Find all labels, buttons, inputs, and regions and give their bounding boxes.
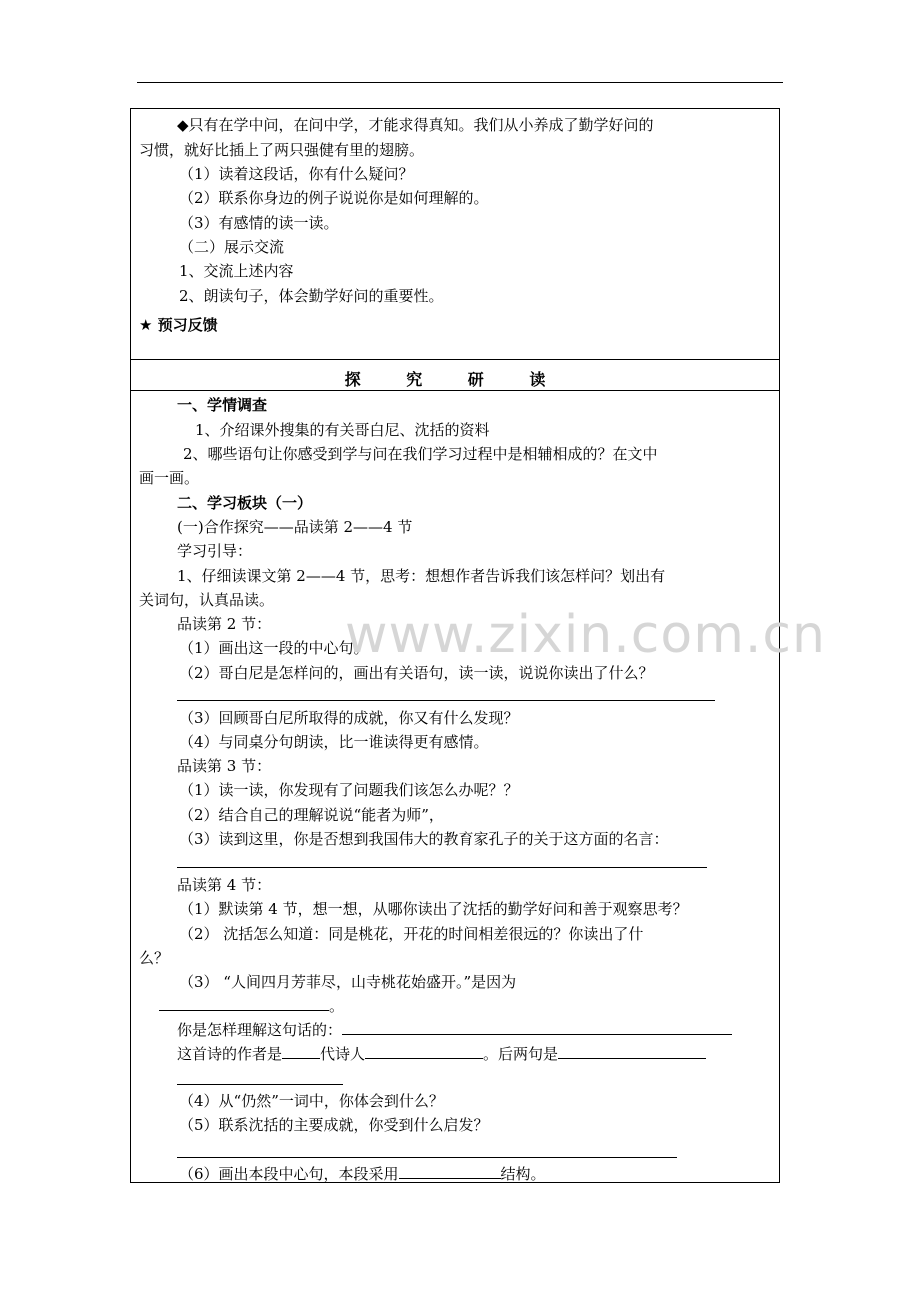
- section-2-question-4: （4）与同桌分句朗读，比一谁读得更有感情。: [179, 733, 489, 751]
- survey-title: 一、学情调查: [177, 396, 268, 414]
- answer-line[interactable]: [177, 1084, 343, 1085]
- question-3: （3）有感情的读一读。: [179, 214, 339, 232]
- answer-line[interactable]: [177, 867, 707, 868]
- intro-paragraph-line-2: 习惯，就好比插上了两只强健有里的翅膀。: [139, 141, 425, 159]
- section-3-question-2: （2）结合自己的理解说说“能者为师”，: [179, 806, 444, 824]
- guide-item-1-line-2: 关词句，认真品读。: [139, 591, 275, 609]
- latter-lines-prompt: 。后两句是: [483, 1045, 559, 1063]
- section-4-question-5: （5）联系沈括的主要成就，你受到什么启发？: [179, 1116, 489, 1134]
- learning-block-title: 二、学习板块（一）: [177, 494, 313, 512]
- fill-blank[interactable]: [282, 1044, 320, 1059]
- section-heading: 探 究 研 读: [344, 370, 566, 389]
- question-2: （2）联系你身边的例子说说你是如何理解的。: [179, 189, 489, 207]
- section-4-question-2-line-2: 么？: [139, 949, 170, 967]
- exchange-item-2: 2、朗读句子，体会勤学好问的重要性。: [179, 287, 444, 305]
- section-4-question-4: （4）从“仍然”一词中，你体会到什么？: [179, 1092, 444, 1110]
- section-2-question-3: （3）回顾哥白尼所取得的成就，你又有什么发现？: [179, 709, 519, 727]
- question-6-suffix: 结构。: [500, 1165, 546, 1183]
- section-4-question-3-line-1: （3） “人间四月芳菲尽，山寺桃花始盛开。”是因为: [179, 973, 517, 991]
- header-rule: [137, 82, 783, 83]
- section-4-question-6: [179, 1164, 546, 1184]
- poem-author-line: [177, 1044, 706, 1064]
- row-divider-1: [131, 359, 779, 360]
- intro-paragraph-line-1: ◆只有在学中问，在问中学，才能求得真知。我们从小养成了勤学好问的: [177, 116, 654, 134]
- exchange-heading: （二）展示交流: [179, 238, 285, 256]
- understanding-prompt: 你是怎样理解这句话的：: [177, 1021, 343, 1039]
- exchange-item-1: 1、交流上述内容: [179, 262, 294, 280]
- fill-blank[interactable]: [342, 1020, 732, 1035]
- question-1: （1）读着这段话，你有什么疑问？: [179, 165, 414, 183]
- section-3-question-3: （3）读到这里，你是否想到我国伟大的教育家孔子的关于这方面的名言：: [179, 830, 669, 848]
- survey-item-2-line-1: 2、哪些语句让你感受到学与问在我们学习过程中是相辅相成的？在文中: [183, 445, 658, 463]
- preview-feedback-title: ★ 预习反馈: [139, 316, 218, 334]
- section-3-question-1: （1）读一读，你发现有了问题我们该怎么办呢？？: [179, 781, 519, 799]
- cooperative-inquiry: (一)合作探究——品读第 2——4 节: [177, 518, 413, 536]
- fill-blank[interactable]: [558, 1044, 706, 1059]
- sentence-end: 。: [329, 997, 345, 1015]
- section-4-question-1: （1）默读第 4 节，想一想，从哪你读出了沈括的勤学好问和善于观察思考？: [179, 900, 688, 918]
- fill-blank[interactable]: [399, 1164, 501, 1179]
- section-4-question-2-line-1: （2） 沈括怎么知道：同是桃花，开花的时间相差很远的？你读出了什: [179, 925, 644, 943]
- survey-item-2-line-2: 画一画。: [139, 469, 200, 487]
- section-2-title: 品读第 2 节：: [177, 615, 272, 633]
- understanding-line: [177, 1020, 732, 1040]
- section-2-question-1: （1）画出这一段的中心句。: [179, 639, 369, 657]
- guide-item-1-line-1: 1、仔细读课文第 2——4 节，思考：想想作者告诉我们该怎样问？划出有: [177, 567, 666, 585]
- dynasty-prompt: 代诗人: [320, 1045, 366, 1063]
- section-2-question-2: （2）哥白尼是怎样问的，画出有关语句，读一读，说说你读出了什么？: [179, 664, 654, 682]
- answer-line[interactable]: [177, 700, 715, 701]
- row-divider-2: [131, 390, 779, 391]
- author-prompt: 这首诗的作者是: [177, 1045, 283, 1063]
- fill-blank[interactable]: [159, 996, 329, 1011]
- question-6-prompt: （6）画出本段中心句，本段采用: [179, 1165, 399, 1183]
- answer-line[interactable]: [177, 1157, 677, 1158]
- section-3-title: 品读第 3 节：: [177, 757, 272, 775]
- learning-guide-label: 学习引导：: [177, 542, 253, 560]
- fill-blank[interactable]: [365, 1044, 483, 1059]
- section-4-title: 品读第 4 节：: [177, 876, 272, 894]
- watermark: www.zixin.com.cn: [345, 605, 826, 665]
- section-4-question-3-line-2: [159, 996, 344, 1016]
- survey-item-1: 1、介绍课外搜集的有关哥白尼、沈括的资料: [195, 421, 490, 439]
